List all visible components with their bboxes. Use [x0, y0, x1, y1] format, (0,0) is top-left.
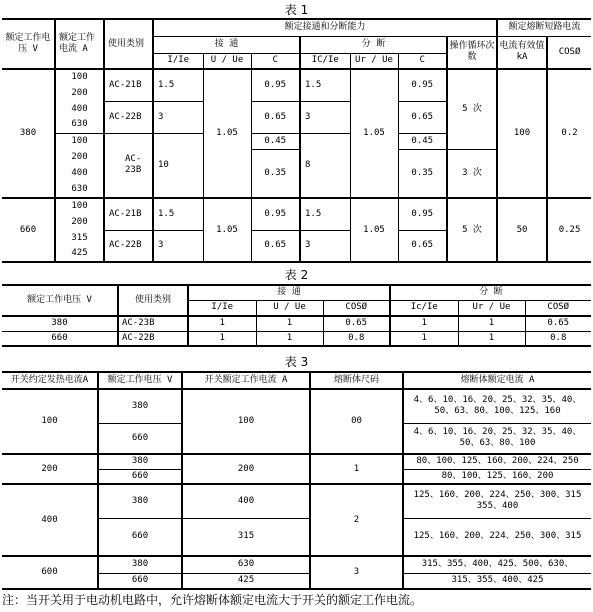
t1-cycles: 5 次	[447, 198, 497, 262]
t1-cat-ac22b: AC-22B	[104, 230, 153, 262]
t1-header-eff-value: 电流有效值 kA	[497, 36, 547, 69]
t3-op-current: 315	[182, 518, 310, 556]
t1-u-ue: 1.05	[203, 198, 251, 262]
t3-fuse-line: 50、63、80、100、125、160	[434, 406, 561, 417]
t1-u-ue: 1.05	[203, 69, 251, 198]
t2-cell: 1	[458, 316, 525, 331]
t2-header-cos: COSØ	[323, 300, 390, 316]
t3-fuse-current: 315、355、400、425、500、630、	[403, 556, 591, 573]
t2-cell: 1	[390, 331, 458, 346]
t3-fuse-line: 125、160、200、224、250、300、315	[413, 490, 582, 501]
t3-voltage: 380	[98, 484, 182, 518]
t1-header-capacity: 额定接通和分断能力	[153, 19, 497, 36]
t1-ur-ue: 1.05	[350, 198, 398, 262]
t1-header-current: 额定工作电流 A	[55, 19, 104, 69]
t2-cell: 1	[256, 316, 323, 331]
t3-header-fuse-current: 熔断体额定电流 A	[403, 372, 591, 389]
t3-header-op-current: 开关额定工作电流 A	[182, 372, 310, 389]
t1-c2: 0.95	[398, 69, 447, 101]
t1-c2: 0.95	[398, 198, 447, 230]
t3-heat: 100	[2, 389, 98, 454]
t2-cell: 0.8	[525, 331, 591, 346]
t3-size: 3	[310, 556, 403, 589]
t1-header-i-ie: I/Ie	[153, 53, 203, 69]
t1-header-c2: C	[398, 53, 447, 69]
t2-cell: 1	[256, 331, 323, 346]
t1-i-ie: 3	[153, 101, 203, 133]
t1-eff-value: 50	[497, 198, 547, 262]
t1-c2: 0.35	[398, 149, 447, 198]
t1-header-make: 接 通	[153, 36, 300, 53]
t1-c: 0.95	[251, 198, 300, 230]
t1-cat-ac21b: AC-21B	[104, 198, 153, 230]
t3-heat: 600	[2, 556, 98, 589]
t1-i-ie: 3	[153, 230, 203, 262]
t2-cell: 0.65	[525, 316, 591, 331]
t1-c2: 0.65	[398, 101, 447, 133]
t3-fuse-line: 4、6、10、16、20、25、32、35、40、	[413, 395, 582, 406]
t1-cat-ac23b: AC-23B	[104, 133, 153, 198]
t3-header-voltage: 额定工作电压 V	[98, 372, 182, 389]
t1-c2: 0.45	[398, 133, 447, 149]
t1-c2: 0.65	[398, 230, 447, 262]
t1-header-break: 分 断	[300, 36, 447, 53]
t2-header-voltage: 额定工作电压 V	[2, 285, 118, 316]
t2-cell-category: AC-23B	[118, 316, 188, 331]
t3-fuse-line: 355、400	[476, 501, 519, 512]
t1-header-c: C	[251, 53, 300, 69]
t1-header-fuse-short: 额定熔断短路电流	[497, 19, 591, 36]
t1-current: 315	[55, 230, 104, 246]
table1	[2, 18, 591, 263]
t1-current: 400	[55, 101, 104, 117]
t1-header-cos: COSØ	[547, 36, 591, 69]
t1-c: 0.35	[251, 149, 300, 198]
t1-i-ie: 1.5	[153, 69, 203, 101]
table2	[2, 284, 591, 347]
t3-size: 00	[310, 389, 403, 454]
t3-fuse-current: 125、160、200、224、250、300、315	[403, 518, 591, 556]
t2-header-i-ie: I/Ie	[188, 300, 256, 316]
t3-header-size: 熔断体尺码	[310, 372, 403, 389]
t1-header-ic-ie: IC/Ie	[300, 53, 350, 69]
t1-current: 425	[55, 246, 104, 262]
t1-ur-ue: 1.05	[350, 69, 398, 198]
t1-cos: 0.25	[547, 198, 591, 262]
t3-op-current: 100	[182, 389, 310, 454]
t2-cell: 0.65	[323, 316, 390, 331]
t2-cell: 0.8	[323, 331, 390, 346]
t3-op-current: 200	[182, 454, 310, 484]
footnote: 注：当开关用于电动机电路中，允许熔断体额定电流大于开关的额定工作电流。	[2, 593, 423, 607]
t2-header-ur-ue: Ur / Ue	[458, 300, 525, 316]
t2-cell: 1	[188, 316, 256, 331]
t1-current: 400	[55, 165, 104, 181]
t1-c: 0.65	[251, 101, 300, 133]
t2-header-make: 接 通	[188, 285, 390, 300]
t1-current: 630	[55, 117, 104, 133]
t1-current: 200	[55, 85, 104, 101]
t3-voltage: 660	[98, 518, 182, 556]
t3-heat: 400	[2, 484, 98, 556]
t3-size: 2	[310, 484, 403, 556]
t3-fuse-current: 315、355、400、425	[403, 573, 591, 589]
t1-ic-ie: 1.5	[300, 69, 350, 101]
t3-heat: 200	[2, 454, 98, 484]
t1-cat-ac21b: AC-21B	[104, 69, 153, 101]
t1-cos: 0.2	[547, 69, 591, 198]
t2-header-cos2: COSØ	[525, 300, 591, 316]
t1-voltage-380: 380	[2, 69, 55, 198]
t2-header-ic-ie: Ic/Ie	[390, 300, 458, 316]
t2-cell: 1	[458, 331, 525, 346]
t1-current: 100	[55, 69, 104, 85]
t1-eff-value: 100	[497, 69, 547, 198]
t3-size: 1	[310, 454, 403, 484]
t2-header-category: 使用类别	[118, 285, 188, 316]
t2-cell: 1	[188, 331, 256, 346]
t3-voltage: 660	[98, 423, 182, 454]
t3-op-current: 400	[182, 484, 310, 518]
t2-header-break: 分 断	[390, 285, 591, 300]
t3-fuse-current: 80、100、125、160、200	[403, 469, 591, 484]
t3-fuse-line: 4、6、10、16、20、25、32、35、40、	[413, 427, 582, 438]
t1-cycles: 5 次	[447, 69, 497, 149]
t1-c: 0.45	[251, 133, 300, 149]
t1-current: 630	[55, 181, 104, 197]
t1-c: 0.65	[251, 230, 300, 262]
t1-i-ie: 10	[153, 133, 203, 198]
t1-ic-ie: 8	[300, 133, 350, 198]
t1-current: 100	[55, 133, 104, 149]
t1-header-category: 使用类别	[104, 19, 153, 69]
t1-cycles: 3 次	[447, 149, 497, 198]
t3-fuse-current: 80、100、125、160、200、224、250	[403, 454, 591, 469]
t1-header-cycles: 操作循环次数	[447, 36, 497, 69]
t3-fuse-current	[403, 389, 591, 423]
t3-voltage: 380	[98, 389, 182, 423]
t1-ic-ie: 3	[300, 230, 350, 262]
t3-fuse-current	[403, 423, 591, 454]
t2-header-u-ue: U / Ue	[256, 300, 323, 316]
t3-fuse-line: 50、63、80、100	[459, 438, 536, 449]
t1-header-voltage: 额定工作电压 V	[2, 19, 55, 69]
t1-voltage-660: 660	[2, 198, 55, 262]
table3-title: 表 3	[284, 355, 309, 369]
t2-cell-voltage: 380	[2, 316, 118, 331]
t1-header-ur-ue: Ur / Ue	[350, 53, 398, 69]
t3-voltage: 380	[98, 454, 182, 469]
t1-current: 200	[55, 149, 104, 165]
t2-cell-category: AC-22B	[118, 331, 188, 346]
t1-cat-ac22b: AC-22B	[104, 101, 153, 133]
t1-current: 100	[55, 198, 104, 214]
t3-header-heat: 开关约定发热电流A	[2, 372, 98, 389]
t3-op-current: 630	[182, 556, 310, 573]
t2-cell-voltage: 660	[2, 331, 118, 346]
t1-ic-ie: 1.5	[300, 198, 350, 230]
t3-voltage: 660	[98, 573, 182, 589]
table3	[2, 371, 591, 590]
t2-cell: 1	[390, 316, 458, 331]
t1-ic-ie: 3	[300, 101, 350, 133]
t3-voltage: 380	[98, 556, 182, 573]
t3-fuse-current	[403, 484, 591, 518]
table1-title: 表 1	[284, 3, 309, 17]
t1-i-ie: 1.5	[153, 198, 203, 230]
t1-header-u-ue: U / Ue	[203, 53, 251, 69]
t1-current: 200	[55, 214, 104, 230]
table2-title: 表 2	[284, 268, 309, 282]
t1-c: 0.95	[251, 69, 300, 101]
t3-op-current: 425	[182, 573, 310, 589]
t3-voltage: 660	[98, 469, 182, 484]
